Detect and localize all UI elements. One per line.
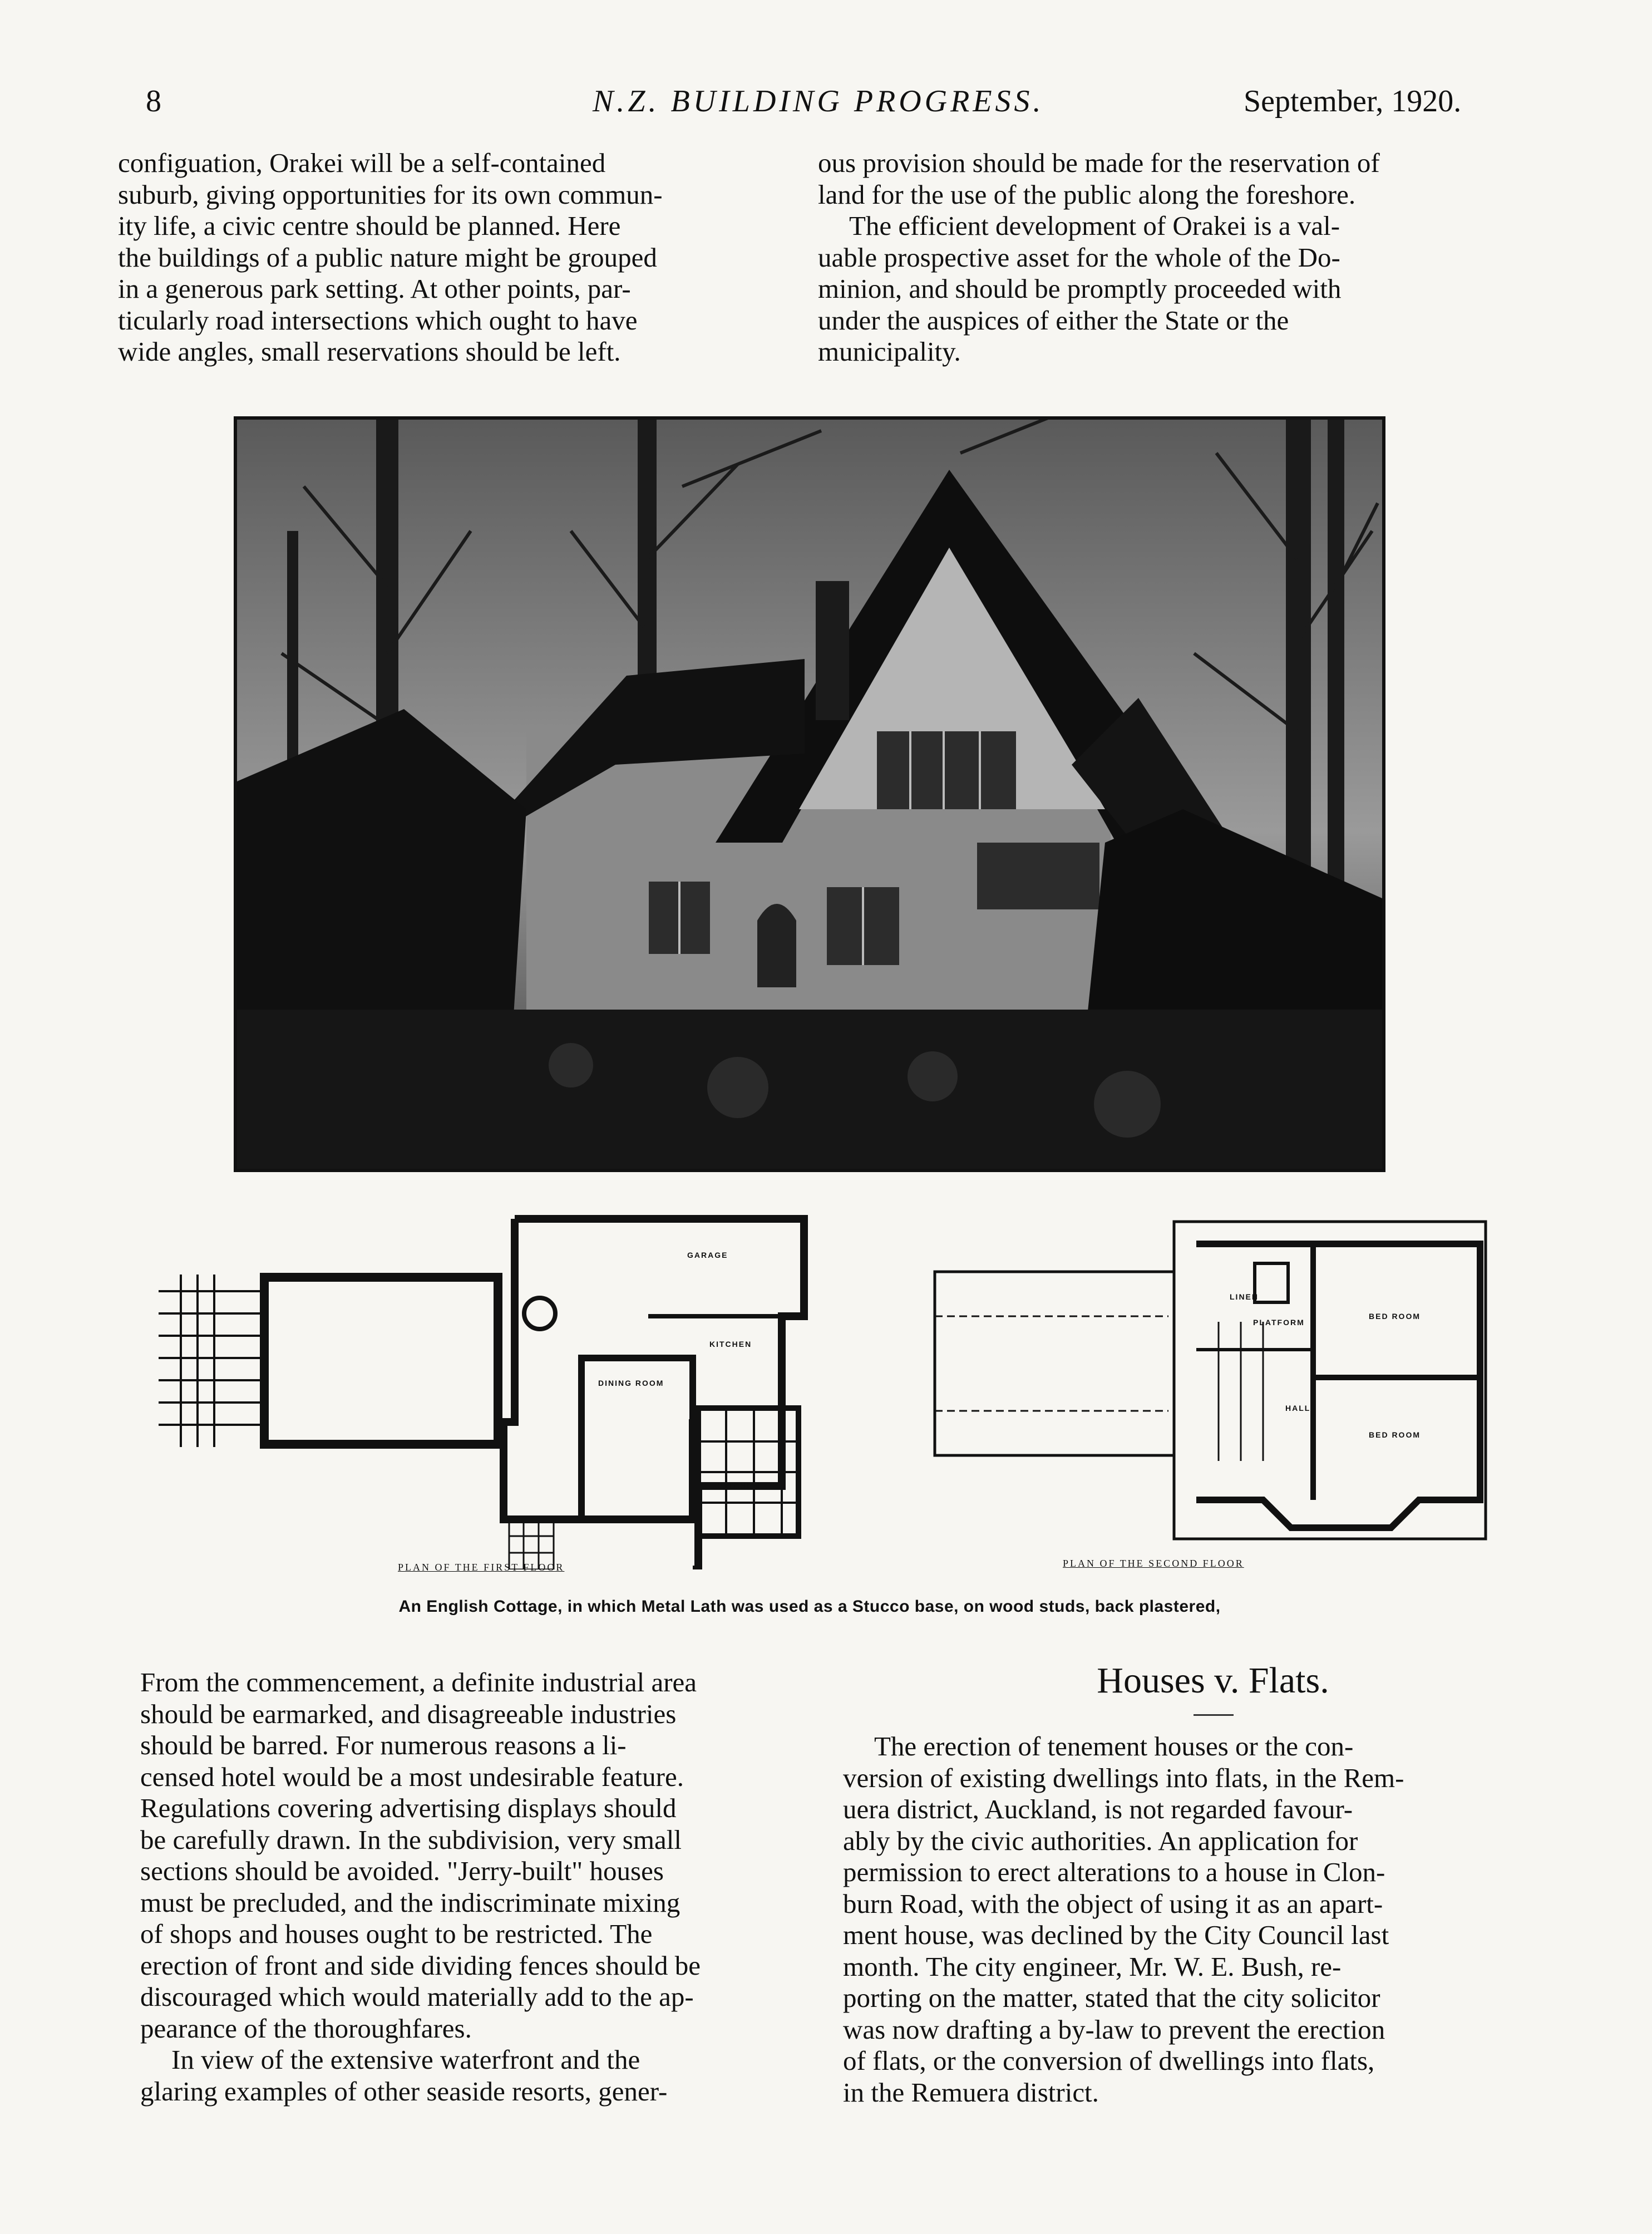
plan-label: BED ROOM bbox=[1369, 1430, 1421, 1439]
text-line: ment house, was declined by the City Council last bbox=[843, 1920, 1389, 1950]
plan-label: DINING ROOM bbox=[598, 1379, 664, 1387]
plan-label: HALL bbox=[1285, 1404, 1311, 1413]
plan-label: KITCHEN bbox=[709, 1340, 752, 1349]
text-line: uable prospective asset for the whole of the Do- bbox=[818, 242, 1340, 273]
figure-caption: An English Cottage, in which Metal Lath was used as a Stucco base, on wood studs, back plastered, bbox=[398, 1597, 1221, 1616]
plan-label: BED ROOM bbox=[1369, 1312, 1421, 1321]
text-line: erection of front and side dividing fences should be bbox=[140, 1950, 701, 1981]
text-line: should be barred. For numerous reasons a li- bbox=[140, 1730, 627, 1760]
plan-label: KITCHEN bbox=[718, 1482, 761, 1490]
text-line: minion, and should be promptly proceeded with bbox=[818, 273, 1342, 304]
text-line: ticularly road intersections which ought to have bbox=[118, 304, 638, 336]
text-line: configuation, Orakei will be a self-contained bbox=[118, 147, 606, 178]
text-line: should be earmarked, and disagreeable industries bbox=[140, 1698, 677, 1729]
top-right-column bbox=[818, 147, 1497, 368]
text-line: must be precluded, and the indiscriminate mixing bbox=[140, 1887, 680, 1918]
plan-caption-right: PLAN OF THE SECOND FLOOR bbox=[1063, 1558, 1244, 1569]
first-floor-plan bbox=[147, 1208, 837, 1573]
heading-divider bbox=[1194, 1714, 1234, 1716]
text-line: porting on the matter, stated that the city solicitor bbox=[843, 1982, 1380, 2013]
issue-date: September, 1920. bbox=[1244, 84, 1462, 119]
text-line: wide angles, small reservations should be left. bbox=[118, 336, 621, 367]
text-line: The erection of tenement houses or the con- bbox=[874, 1731, 1354, 1761]
text-line: sections should be avoided. "Jerry-built" houses bbox=[140, 1856, 664, 1886]
text-line: of flats, or the conversion of dwellings into flats, bbox=[843, 2045, 1375, 2076]
text-line: suburb, giving opportunities for its own commun- bbox=[118, 179, 663, 210]
plan-label: LINEN bbox=[1230, 1292, 1259, 1301]
text-line: in a generous park setting. At other points, par- bbox=[118, 273, 631, 304]
text-line: ably by the civic authorities. An application for bbox=[843, 1825, 1358, 1856]
text-line: be carefully drawn. In the subdivision, very small bbox=[140, 1824, 682, 1855]
text-line: The efficient development of Orakei is a val- bbox=[849, 210, 1340, 241]
text-line: under the auspices of either the State or the bbox=[818, 304, 1289, 336]
page-number: 8 bbox=[146, 84, 161, 119]
second-floor-plan bbox=[929, 1211, 1497, 1572]
text-line: month. The city engineer, Mr. W. E. Bush, re- bbox=[843, 1951, 1342, 1982]
text-line: municipality. bbox=[818, 336, 961, 367]
plan-label: PLATFORM bbox=[1253, 1318, 1305, 1327]
article-heading: Houses v. Flats. bbox=[1097, 1660, 1329, 1701]
text-line: discouraged which would materially add to the ap- bbox=[140, 1981, 694, 2012]
text-line: version of existing dwellings into flats, in the Rem- bbox=[843, 1762, 1404, 1793]
text-line: pearance of the thoroughfares. bbox=[140, 2012, 472, 2044]
cottage-photograph bbox=[234, 416, 1385, 1172]
text-line: in the Remuera district. bbox=[843, 2076, 1099, 2108]
text-line: was now drafting a by-law to prevent the erection bbox=[843, 2014, 1385, 2045]
text-line: Regulations covering advertising displays should bbox=[140, 1793, 677, 1823]
text-line: In view of the extensive waterfront and the bbox=[171, 2044, 640, 2075]
text-line: burn Road, with the object of using it as an apart- bbox=[843, 1888, 1383, 1919]
bottom-left-column bbox=[140, 1667, 811, 2107]
text-line: permission to erect alterations to a house in Clon- bbox=[843, 1857, 1385, 1887]
text-line: glaring examples of other seaside resorts, gener- bbox=[140, 2075, 668, 2107]
text-line: of shops and houses ought to be restricted. The bbox=[140, 1918, 653, 1949]
text-line: ous provision should be made for the reservation of bbox=[818, 147, 1380, 178]
text-line: uera district, Auckland, is not regarded favour- bbox=[843, 1794, 1353, 1824]
bottom-right-column bbox=[843, 1731, 1497, 2108]
publication-title: N.Z. BUILDING PROGRESS. bbox=[593, 84, 1044, 119]
top-left-column bbox=[118, 147, 786, 368]
text-line: land for the use of the public along the foreshore. bbox=[818, 179, 1356, 210]
text-line: censed hotel would be a most undesirable feature. bbox=[140, 1761, 684, 1792]
plan-caption-left: PLAN OF THE FIRST FLOOR bbox=[398, 1562, 565, 1573]
text-line: From the commencement, a definite industrial area bbox=[140, 1667, 697, 1697]
plan-label: GARAGE bbox=[687, 1251, 728, 1259]
text-line: ity life, a civic centre should be planned. Here bbox=[118, 210, 621, 241]
text-line: the buildings of a public nature might be grouped bbox=[118, 242, 657, 273]
